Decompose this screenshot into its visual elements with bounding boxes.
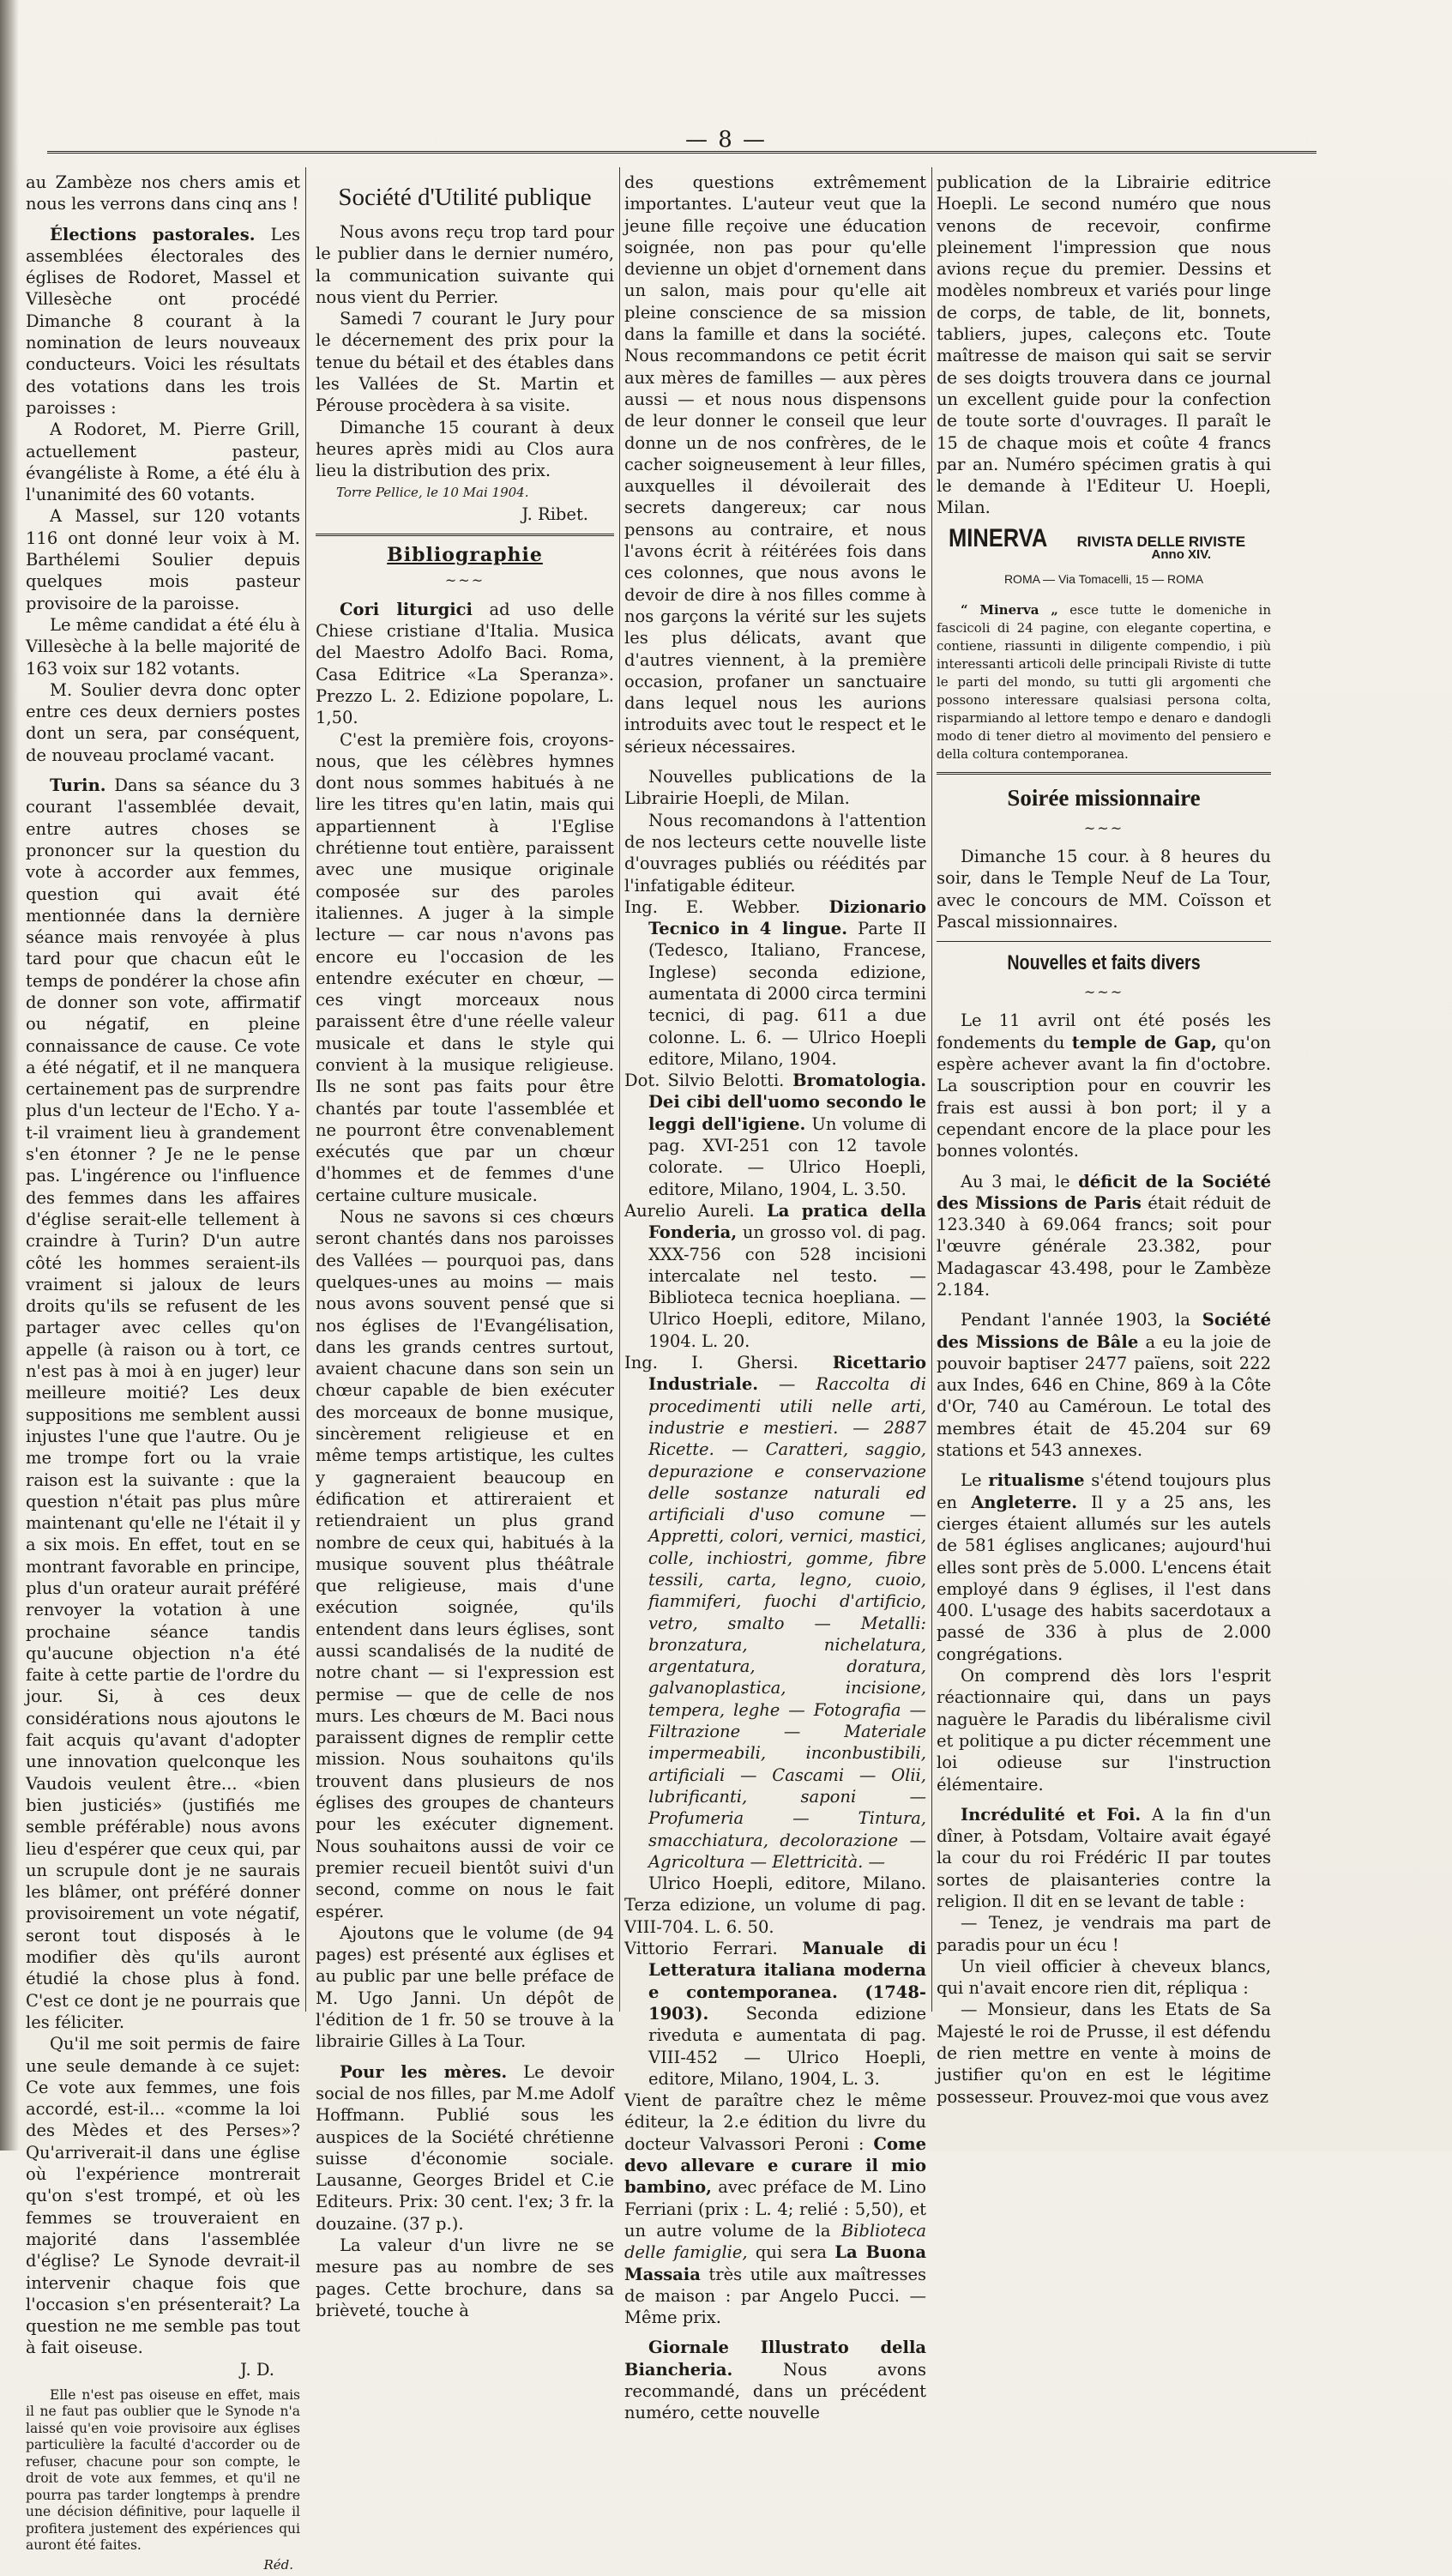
text-run: A la fin d'un dîner, à Potsdam, Voltaire avait égayé la cour du roi Frédéric II par toutes sortes de plaisanteries contre la religion. Il dit en se levant de table : — [937, 1804, 1271, 1911]
article-lead: Turin. — [50, 775, 106, 796]
paragraph — [624, 2337, 926, 2423]
book-details: ad uso delle Chiese cristiane d'Italia. Musica del Maestro Adolfo Baci. Roma, Casa Editrice «La Speranza». Prezzo L. 2. Edizione popolare, L. 1,50. — [316, 599, 614, 728]
emphasis: déficit de la Société des Missions de Paris — [937, 1171, 1271, 1213]
paragraph: Qu'il me soit permis de faire une seule demande à ce sujet: Ce vote aux femmes, une fois accordé, est-il... «comme la loi des Mèdes et des Perses»? Qu'arriverait-il dans une église où l'expérience montrerait qu'on s'est trompé, et où les femmes se trouveraient en majorité dans l'assemblée d'église? Le Synode devrait-il intervenir chaque fois que l'occasion s'en présenterait? La question ne me semble pas tout à fait oiseuse. — [26, 2034, 300, 2358]
paragraph: C'est la première fois, croyons-nous, que les célèbres hymnes dont nous sommes habitués à ne lire les titres qu'en latin, mais qui appartiennent à l'Eglise chrétienne tout entière, paraissent avec une musique originale composée sur des paroles italiennes. A juger à la simple lecture — car nous n'avons pas encore eu l'occasion de les entendre exécuter en chœur, — ces vingt morceaux nous paraissent être d'une réelle valeur musicale et dans le style qui convient à la musique religieuse. Ils ne sont pas faits pour être chantés par toute l'assemblée et ne pourront être convenablement exécutés que par un chœur d'hommes et de femmes d'une certaine culture musicale. — [316, 729, 614, 1205]
article-turin — [26, 775, 300, 2033]
paragraph: A Rodoret, M. Pierre Grill, actuellement pasteur, évangéliste à Rome, a été élu à l'unanimité des 60 votants. — [26, 419, 300, 505]
entry-details: Un volume di pag. XVI-251 con 12 tavole colorate. — Ulrico Hoepli, editore, Milano, 1904, L. 3.50. — [648, 1113, 926, 1199]
paragraph: M. Soulier devra donc opter entre ces deux derniers postes dont un sera, par conséquent, de nouveau proclamé vacant. — [26, 679, 300, 765]
editorial-signature: Réd. — [263, 2556, 293, 2573]
text-run: Il y a 25 ans, les cierges étaient allumés sur les autels de 581 églises anglicanes; aujourd'hui elles sont près de 5.000. L'encens était employé dans 9 églises, il l'est dans 400. L'usage des habits sacerdotaux a passé de 336 à plus de 2.000 congrégations. — [937, 1492, 1271, 1664]
text-run: Pendant l'année 1903, la — [961, 1310, 1202, 1330]
entry-details: — Raccolta di procedimenti utili nelle arti, industrie e mestieri. — 2887 Ricette. — Caratteri, saggio, depurazione e conservazione delle sostanze naturali ed artificiali d'uso comune — Appretti, colori, vernici, mastici, colle, inchiostri, gomme, fibre tessili, carta, legno, cuoio, fiammiferi, fuochi d'artificio, vetro, smalto — Metalli: bronzatura, nichelatura, argentatura, doratura, galvanoplastica, incisione, tempera, leghe — Fotografia — Filtrazione — Materiale impermeabili, inconbustibili, artificiali — Cascami — Olii, lubrificanti, saponi — Profumeria — Tintura, smacchiatura, decolorazione — Agricoltura — Elettricità. — — [648, 1374, 926, 1872]
minerva-quote-name: “ Minerva „ — [961, 601, 1058, 618]
news-item — [937, 1309, 1271, 1461]
text-run: Le — [961, 1470, 989, 1491]
text-run: Vient de paraître chez le même éditeur, la 2.e édition du livre du docteur Valvassori Peroni : — [624, 2090, 926, 2154]
article-lead: Giornale Illustrato della Biancheria. — [624, 2338, 926, 2380]
article-text: Nous avons recommandé, dans un précédent numéro, cette nouvelle — [624, 2359, 926, 2423]
editorial-note: Elle n'est pas oiseuse en effet, mais il ne faut pas oublier que le Synode n'a laissé qu'en voie provisoire aux églises particulière la faculté d'accorder ou de refuser, chacune pour son compte, le droit de vote aux femmes, et qu'il ne pourra pas tarder longtemps à prendre une décision définitive, pour laquelle il profitera justement des expériences qui auront été faites. — [26, 2386, 300, 2554]
column-4 — [937, 172, 1271, 2107]
news-item — [937, 1171, 1271, 1301]
book-title: Pour les mères. — [340, 2061, 508, 2082]
entry-details: Parte II (Tedesco, Italiano, Francese, Inglese) seconda edizione, aumentata di 2000 circa termini tecnici, di pag. 611 a due colonne. L. 6. — Ulrico Hoepli editore, Milano, 1904. — [648, 919, 927, 1069]
emphasis: temple de Gap, — [1071, 1032, 1217, 1053]
ornament-divider: ~~~ — [1083, 819, 1124, 836]
entry-title: Bromatologia. Dei cibi dell'uomo secondo le leggi dell'igiene. — [648, 1071, 926, 1134]
entry-title: Dizionario Tecnico in 4 lingue. — [648, 896, 926, 939]
section-heading: Soirée missionnaire — [1007, 784, 1201, 811]
paragraph — [624, 2090, 926, 2328]
dateline: Torre Pellice, le 10 Mai 1904. — [336, 484, 529, 500]
emphasis: Société des Missions de Bâle — [937, 1310, 1271, 1352]
bibliography-entry — [624, 1200, 926, 1352]
section-rule — [316, 534, 614, 536]
entry-title: La pratica della Fonderia, — [648, 1200, 927, 1243]
book-title: Cori liturgici — [340, 599, 473, 619]
ornament-divider: ~~~ — [444, 572, 485, 589]
page-number: — 8 — — [684, 127, 768, 153]
paragraph: publication de la Librairie editrice Hoepli. Le second numéro que nous venons de recevoir, confirme pleinement l'impression que nous avions reçue du premier. Dessins et modèles nombreux et variés pour linge de corps, de table, de lit, bonnets, tabliers, jupes, caleçons etc. Toute maîtresse de maison qui sait se servir de ses doigts trouvera dans ce journal un excellent guide pour la confection de toute sorte d'ouvrages. Il paraît le 15 de chaque mois et coûte 4 francs par an. Numéro spécimen gratis à qui le demande à l'Editeur U. Hoepli, Milan. — [937, 172, 1271, 518]
text-run: qui sera — [747, 2242, 835, 2263]
book-review — [316, 599, 614, 729]
section-rule — [937, 772, 1271, 775]
article-lead: Incrédulité et Foi. — [961, 1804, 1142, 1825]
entry-title: Manuale di Letteratura italiana moderna e contemporanea. (1748-1903). — [648, 1939, 926, 2024]
page-edge-shadow — [0, 0, 19, 2151]
minerva-address: ROMA — Via Tomacelli, 15 — ROMA — [1003, 572, 1204, 587]
bibliography-entry — [624, 1938, 926, 2090]
section-heading: Bibliographie — [387, 544, 543, 567]
section-rule — [937, 941, 1271, 942]
news-item — [937, 1010, 1271, 1161]
header-rule — [47, 151, 1316, 154]
column-rule-3 — [931, 167, 932, 2012]
text-run: avec préface de M. Lino Ferriani (prix : L. 4; relié : 5,50), et un autre volume de la — [624, 2177, 926, 2241]
paragraph: Samedi 7 courant le Jury pour le décernement des prix pour la tenue du bétail et des étables dans les Vallées de St. Martin et Pérouse procèdera à sa visite. — [316, 309, 614, 416]
entry-author: Ing. E. Webber. — [624, 896, 801, 917]
emphasis: Angleterre. — [971, 1492, 1078, 1512]
paragraph: Un vieil officier à cheveux blancs, qui n'avait encore rien dit, répliqua : — [937, 1956, 1271, 1999]
minerva-advert-header — [949, 523, 1271, 552]
paragraph: au Zambèze nos chers amis et nous les verrons dans cinq ans ! — [26, 172, 300, 214]
minerva-description — [937, 601, 1271, 763]
column-2 — [316, 172, 614, 2320]
bibliography-entry — [624, 1070, 926, 1200]
signature: J. D. — [240, 2359, 274, 2380]
text-run: qu'on espère achever avant la fin d'octobre. La souscription pour en couvrir les frais est aussi à bon port; il y a cependant encore de la place pour les bonnes volontés. — [937, 1032, 1271, 1161]
news-item — [937, 1469, 1271, 1665]
book-details: Le devoir social de nos filles, par M.me Adolf Hoffmann. Publié sous les auspices de la Société chrétienne suisse d'économie sociale. Lausanne, Georges Bridel et C.ie Editeurs. Prix: 30 cent. l'ex; 3 fr. la douzaine. (37 p.). — [316, 2061, 614, 2234]
text-run: a eu la joie de pouvoir baptiser 2477 païens, soit 222 aux Indes, 646 en Chine, 869 à la Côte d'Or, 740 au Caméroun. Le total des membres était de 45.204 sur 69 stations et 543 annexes. — [937, 1331, 1271, 1461]
news-item — [937, 1804, 1271, 1912]
text-run: très utile aux maîtresses de maison : par Angelo Pucci. — Même prix. — [624, 2264, 926, 2328]
series-title: Biblioteca delle famiglie, — [624, 2220, 926, 2263]
entry-author: Aurelio Aureli. — [624, 1200, 755, 1221]
ornament-divider: ~~~ — [1083, 984, 1124, 1001]
paragraph: — Monsieur, dans les Etats de Sa Majesté le roi de Prusse, il est défendu de rien mettre en vente à moins de justifier qu'on en est le légitime possesseur. Prouvez-moi que vous avez — [937, 2000, 1271, 2107]
minerva-subtitle: RIVISTA DELLE RIVISTE — [1076, 533, 1246, 550]
column-rule-2 — [619, 167, 620, 2012]
book-review — [316, 2061, 614, 2235]
article-elections — [26, 224, 300, 419]
paragraph: Nous recomandons à l'attention de nos lecteurs cette nouvelle liste d'ouvrages publiés ou réédités par l'infatigable éditeur. — [624, 810, 926, 896]
paragraph: — Tenez, je vendrais ma part de paradis pour un écu ! — [937, 1913, 1271, 1955]
entry-author: Vittorio Ferrari. — [624, 1939, 778, 1959]
minerva-text: esce tutte le domeniche in fascicoli di 24 pagine, con elegante copertina, e contiene, riassunti in diligente compendio, i più interessanti articoli delle principali Riviste di tutte le parti del mondo, su tutti gli argomenti che possono interessare qualsiasi persona colta, risparmiando al lettore tempo e denaro e dandogli modo di tener dietro al movimento del pensiero e della coltura contemporanea. — [937, 601, 1271, 762]
column-1 — [26, 172, 301, 2573]
column-3 — [624, 172, 927, 2423]
entry-publisher: Ulrico Hoepli, editore, Milano. Terza edizione, un volume di pag. VIII-704. L. 6. 50. — [624, 1873, 926, 1937]
minerva-year: Anno XIV. — [1151, 547, 1211, 563]
bibliography-entry — [624, 896, 926, 1070]
paragraph: La valeur d'un livre ne se mesure pas au nombre de ses pages. Cette brochure, dans sa brièveté, touche à — [316, 2235, 614, 2320]
paragraph: On comprend dès lors l'esprit réactionnaire qui, dans un pays naguère le Paradis du libéralisme civil et politique a pu dicter récemment une loi odieuse sur l'instruction élémentaire. — [937, 1666, 1271, 1795]
paragraph: Nous ne savons si ces chœurs seront chantés dans nos paroisses des Vallées — pourquoi pas, dans quelques-unes au moins — mais nous avons souvent pensé que si nos églises de l'Evangélisation, dans les grands centres surtout, avaient chacune dans son sein un chœur capable de bien exécuter des morceaux de bonne musique, sincèrement religieuse et en même temps artistique, les cultes y gagneraient beaucoup en édification et attireraient et retiendraient un plus grand nombre de ceux qui, habitués à la musique souvent plus théâtrale que religieuse, mais d'une exécution soignée, qu'ils entendent dans leurs églises, sont aussi scandalisés de la nudité de notre chant — si l'expression est permise — que de celle de nos murs. Les chœurs de M. Baci nous paraissent dignes de remplir cette mission. Nous souhaitons qu'ils trouvent dans plusieurs de nos églises des groupes de chanteurs pour les exécuter dignement. Nous souhaitons aussi de voir ce premier recueil bientôt suivi d'un second, comme on nous le fait espérer. — [316, 1207, 614, 1921]
paragraph: Dimanche 15 courant à deux heures après midi au Clos aura lieu la distribution des prix. — [316, 417, 614, 481]
paragraph: Le même candidat a été élu à Villesèche à la belle majorité de 163 voix sur 182 votants. — [26, 614, 301, 679]
entry-author: Ing. I. Ghersi. — [624, 1353, 798, 1373]
book-title: Come devo allevare e curare il mio bambino, — [624, 2133, 926, 2198]
entry-details: Seconda edizione riveduta e aumentata di pag. VIII-452 — Ulrico Hoepli, editore, Milano, 1904, L. 3. — [648, 2003, 926, 2089]
text-run: était réduit de 123.340 à 69.064 francs; soit pour l'œuvre générale 23.382, pour Madagascar 43.498, pour le Zambèze 2.184. — [937, 1192, 1271, 1300]
column-rule-1 — [305, 167, 306, 2012]
section-heading: Nouvelles et faits divers — [1007, 951, 1201, 975]
article-lead: Élections pastorales. — [50, 224, 256, 244]
paragraph: Ajoutons que le volume (de 94 pages) est présenté aux églises et au public par une belle préface de M. Ugo Janni. Un dépôt de l'édition de 1 fr. 50 se trouve à la librairie Gilles à La Tour. — [316, 1922, 614, 2052]
entry-details: un grosso vol. di pag. XXX-756 con 528 incisioni intercalate nel testo. — Biblioteca tecnica hoepliana. — Ulrico Hoepli, editore, Milano, 1904. L. 20. — [648, 1222, 926, 1351]
article-text: Les assemblées électorales des églises de Rodoret, Massel et Villesèche ont procédé Dimanche 8 courant à la nomination de leurs nouveaux conducteurs. Voici les résultats des votations dans les trois paroisses : — [26, 224, 300, 418]
entry-title: Ricettario Industriale. — [648, 1353, 926, 1395]
signature: J. Ribet. — [521, 504, 588, 524]
paragraph: Dimanche 15 cour. à 8 heures du soir, dans le Temple Neuf de La Tour, avec le concours de MM. Coïsson et Pascal missionnaires. — [937, 846, 1271, 932]
minerva-name: MINERVA — [949, 523, 1048, 552]
entry-author: Dot. Silvio Belotti. — [624, 1071, 785, 1091]
paragraph: Nouvelles publications de la Librairie Hoepli, de Milan. — [624, 767, 926, 809]
section-heading: Société d'Utilité publique — [338, 184, 592, 211]
article-text: Dans sa séance du 3 courant l'assemblée devait, entre autres choses se prononcer sur la question du vote à accorder aux femmes, question qui avait été mentionnée dans la dernière séance mais renvoyée à plus tard pour que chacun eût le temps de pondérer la chose afin de donner son vote, affirmatif ou négatif, en pleine connaissance de cause. Ce vote a été négatif, et il ne manquera certainement pas de surprendre plus d'un lecteur de l'Echo. Y a-t-il vraiment lieu à grandement s'en étonner ? Je ne le pense pas. L'ingérence ou l'influence des femmes dans les affaires d'église serait-elle tellement à craindre à Turin? D'un autre côté les hommes seraient-ils vraiment si jaloux de leurs droits qu'ils se refusent de les partager avec celles qu'on appelle (à raison ou à tort, ce n'est pas à moi à en juger) leur meilleure moitié? Les deux suppositions me semblent aussi injustes l'une que l'autre. Ou je me trompe fort ou la vraie raison est la suivante : que la question n'était pas plus mûre maintenant qu'elle ne l'était il y a six mois. En effet, tout en se montrant favorable en principe, plus d'un orateur aurait préféré renvoyer la votation à une prochaine séance tandis qu'aucune objection n'a été faite à cette partie de l'ordre du jour. Si, à ces deux considérations nous ajoutons le fait acquis qu'avant d'adopter une innovation quelconque les Vaudois veulent être... «bien bien justiciés» (justifiés me semble préférable) nous avons lieu d'espérer que ceux qui, par un scrupule dont je ne saurais les blâmer, ont préféré donner provisoirement un vote négatif, seront tout disposés à le modifier dès qu'ils auront étudié la chose plus à fond. C'est ce dont je ne pourrais que les féliciter. — [26, 775, 300, 2032]
text-run: Le 11 avril ont été posés les fondements du — [937, 1010, 1271, 1053]
text-run: s'étend toujours plus en — [937, 1470, 1271, 1512]
bibliography-entry — [624, 1352, 926, 1873]
paragraph: A Massel, sur 120 votants 116 ont donné leur voix à M. Barthélemi Soulier depuis quelques mois pasteur provisoire de la paroisse. — [26, 506, 300, 613]
paragraph: Nous avons reçu trop tard pour le publier dans le dernier numéro, la communication suivante qui nous vient du Perrier. — [316, 222, 614, 307]
text-run: Au 3 mai, le — [961, 1171, 1079, 1191]
paragraph: des questions extrêmement importantes. L'auteur veut que la jeune fille reçoive une éducation soignée, non pas pour qu'elle devienne un objet d'ornement dans un salon, mais pour qu'elle ait pleine conscience de sa mission dans la famille et dans la société. Nous recommandons ce petit écrit aux mères de familles — aux pères aussi — et nous nous dispensons de leur donner le conseil que leur donne un de nos confrères, de le cacher soigneusement à leur filles, auxquelles il dévoilerait des secrets dangereux; car nous pensons au contraire, et nous l'avons écrit à réitérées fois dans ces colonnes, que nous avons le devoir de dire à nos filles comme à nos garçons la vérité sur les sujets les plus délicats, avant que d'autres viennent, à la première occasion, profaner un sanctuaire dans lequel nous les aurions introduits avec tout le respect et le sérieux nécessaires. — [624, 172, 926, 757]
book-title: La Buona Massaia — [624, 2242, 926, 2284]
emphasis: ritualisme — [988, 1470, 1085, 1491]
